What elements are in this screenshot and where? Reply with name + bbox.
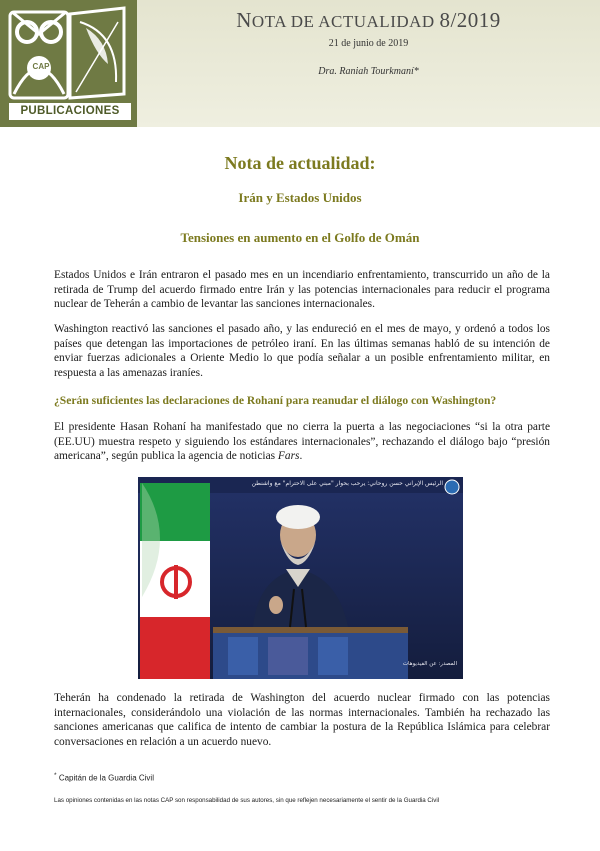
publisher-label: PUBLICACIONES (9, 103, 131, 120)
document-author: Dra. Raniah Tourkmaní* (318, 66, 419, 77)
disclaimer: Las opiniones contenidas en las notas CAP son responsabilidad de sus autores, sin que reflejen necesariamente el sentir de la Guardia Civil (54, 797, 440, 804)
header-band (137, 0, 600, 127)
cap-logo (0, 0, 137, 127)
subheading: Irán y Estados Unidos (238, 190, 362, 205)
news-photo (138, 477, 463, 679)
page-header (0, 0, 600, 127)
main-heading: Nota de actualidad: (224, 153, 376, 173)
cap-badge: CAP (32, 62, 50, 71)
paragraph: Washington reactivó las sanciones el pasado año, y las endureció en el mes de mayo, y ordenó a todos los países que detengan las importaciones de petróleo iraní. En las últimas semanas habló de su intención de enviar fuerzas adicionales a Oriente Medio lo que podía señalar a un posible enfrentamiento militar, en respuesta a las amenazas iraníes. (54, 323, 550, 379)
document-date: 21 de junio de 2019 (328, 38, 409, 49)
paragraph: Estados Unidos e Irán entraron el pasado mes en un incendiario enfrentamiento, transcurrido un año de la retirada de Trump del acuerdo firmado entre Irán y las potencias internacionales para reducir el programa nuclear de Teherán a cambio de levantar las sanciones internacionales. (54, 269, 550, 310)
paragraph: Teherán ha condenado la retirada de Washington del acuerdo nuclear firmado con las potencias internacionales, considerándolo una violación de las normas internacionales. También ha rechazado las sanciones americanas que califica de intento de cambiar la postura de la República Islámica para celebrar conversaciones en relación a un acuerdo nuevo. (54, 692, 550, 748)
question-heading: ¿Serán suficientes las declaraciones de Rohaní para reanudar el diálogo con Washington? (54, 394, 497, 407)
rohani-speech-image (138, 477, 463, 679)
paragraph: El presidente Hasan Rohaní ha manifestado que no cierra la puerta a las negociaciones “si la otra parte (EE.UU) muestra respeto y siguiendo los estándares internacionales”, rechazando el diálogo bajo “presión americana”, según publica la agencia de noticias Fars. (54, 421, 550, 462)
owl-feather-logo-icon (6, 4, 131, 102)
photo-banner-text: الرئيس الإيراني حسن روحاني: يرحب بحوار "مبني على الاحترام" مع واشنطن (251, 480, 443, 487)
document-title: NOTA DE ACTUALIDAD 8/2019 (236, 8, 501, 32)
photo-corner-text: المصدر: عن الفيديوهات (402, 661, 457, 667)
author-footnote: * Capitán de la Guardia Civil (54, 772, 154, 783)
section-title: Tensiones en aumento en el Golfo de Omán (180, 230, 420, 245)
